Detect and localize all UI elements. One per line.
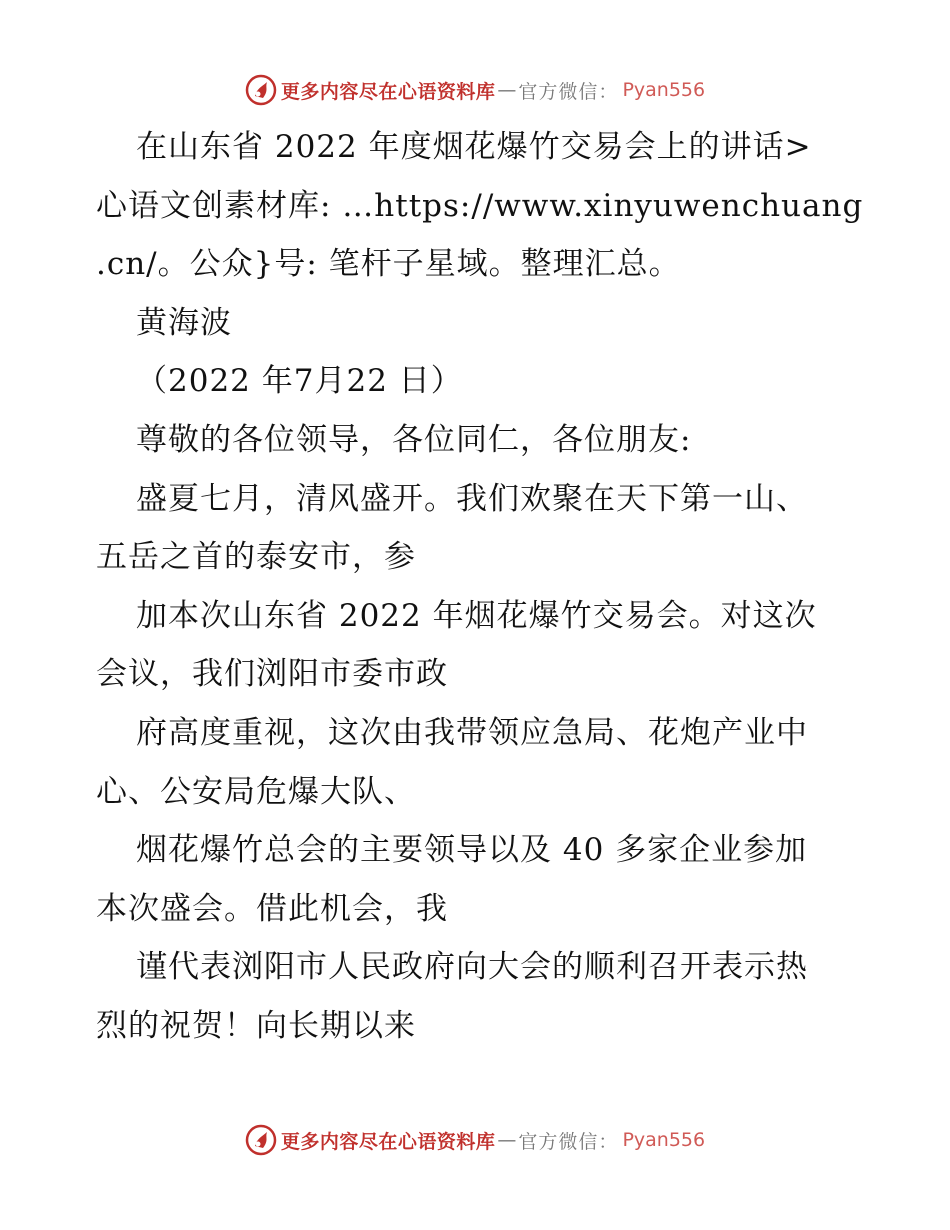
header-watermark — [0, 72, 950, 108]
watermark-wechat-label: 官方微信： — [518, 1130, 619, 1153]
watermark-dash: — — [497, 1129, 517, 1151]
paragraph-line: 五岳之首的泰安市，参 — [96, 539, 416, 576]
source-line-3: .cn/。公众}号: 笔杆子星域。整理汇总。 — [96, 246, 681, 283]
flame-circle-icon — [245, 1124, 277, 1156]
paragraph-line: 府高度重视，这次由我带领应急局、花炮产业中 — [136, 714, 808, 751]
paragraph-line: 谨代表浏阳市人民政府向大会的顺利召开表示热 — [136, 949, 808, 986]
source-line-2: 心语文创素材库: …https://www.xinyuwenchuang — [96, 187, 864, 224]
paragraph-line: 烈的祝贺！向长期以来 — [96, 1007, 416, 1044]
paragraph-line: 本次盛会。借此机会，我 — [96, 890, 448, 927]
paragraph-line: 加本次山东省 2022 年烟花爆竹交易会。对这次 — [136, 597, 817, 634]
speech-date: （2022 年7月22 日） — [136, 363, 463, 400]
paragraph-line: 盛夏七月，清风盛开。我们欢聚在天下第一山、 — [136, 480, 808, 517]
watermark-text: 更多内容尽在心语资料库 — [280, 1130, 496, 1153]
watermark-wechat-id: Pyan556 — [622, 79, 706, 101]
footer-watermark — [0, 1122, 950, 1158]
speaker-name: 黄海波 — [136, 304, 232, 341]
paragraph-line: 心、公安局危爆大队、 — [96, 773, 416, 810]
watermark-wechat-id: Pyan556 — [622, 1129, 706, 1151]
watermark-dash: — — [497, 79, 517, 101]
document-body — [96, 118, 864, 1056]
watermark-text: 更多内容尽在心语资料库 — [280, 80, 496, 103]
paragraph-line: 会议，我们浏阳市委市政 — [96, 656, 448, 693]
paragraph-line: 烟花爆竹总会的主要领导以及 40 多家企业参加 — [136, 832, 808, 869]
title-line-1: 在山东省 2022 年度烟花爆竹交易会上的讲话> — [136, 129, 812, 165]
salutation: 尊敬的各位领导，各位同仁，各位朋友: — [136, 421, 692, 458]
flame-circle-icon — [245, 74, 277, 106]
watermark-wechat-label: 官方微信： — [518, 80, 619, 103]
